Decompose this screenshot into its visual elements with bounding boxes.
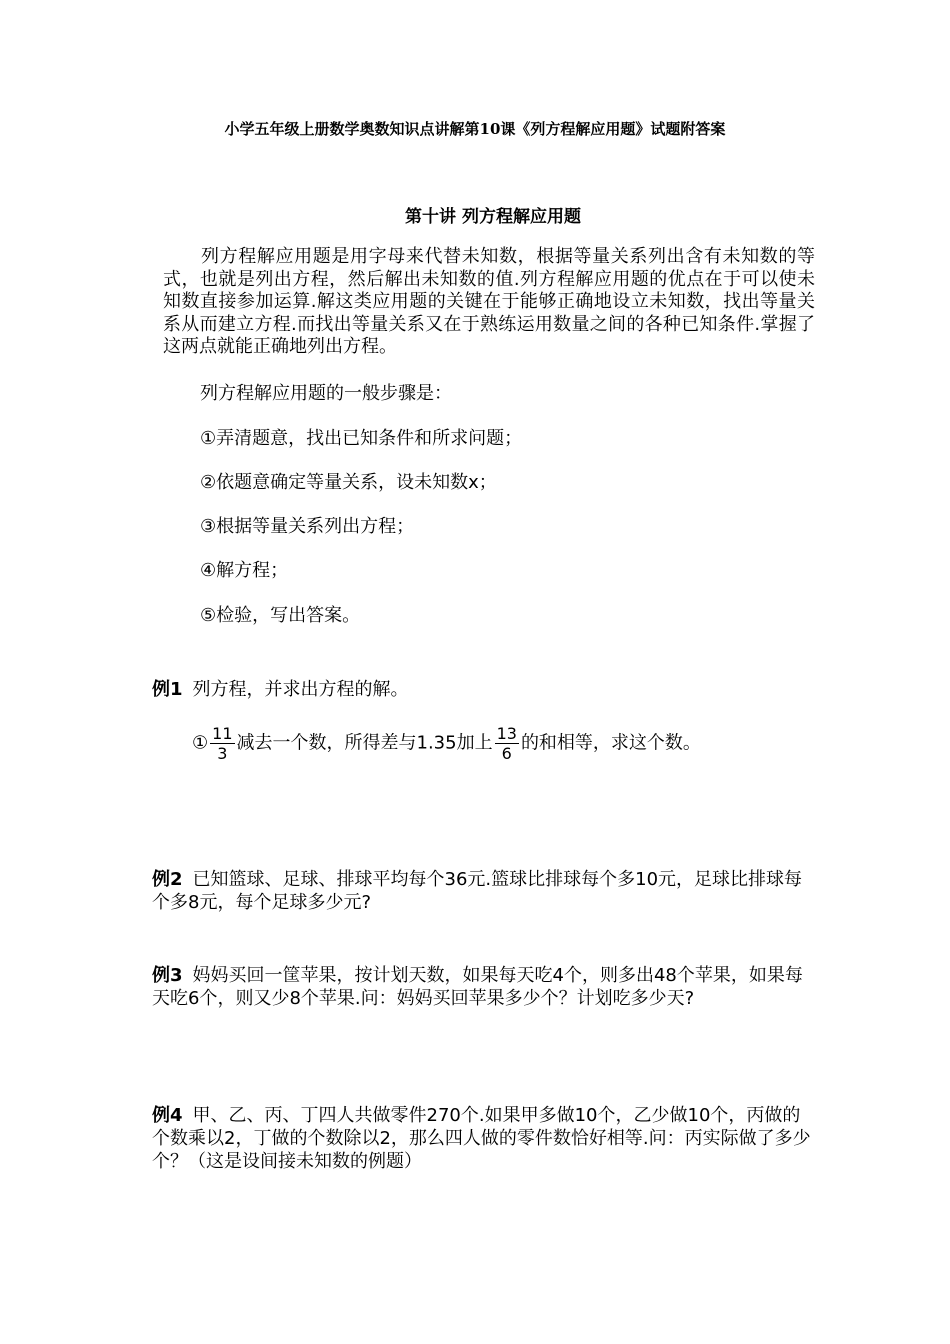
fraction <box>495 724 519 763</box>
example-text: 甲、乙、丙、丁四人共做零件270个.如果甲多做10个，乙少做10个，丙做的个数乘以2，丁做的个数除以2，那么四人做的零件数恰好相等.问：丙实际做了多少个？（这是设间接未知数的例题） <box>152 1105 811 1172</box>
example-text: 已知篮球、足球、排球平均每个36元.篮球比排球每个多10元，足球比排球每个多8元，每个足球多少元? <box>152 869 803 913</box>
fraction-numerator: 11 <box>212 724 233 743</box>
example-2 <box>152 868 812 914</box>
step-item: ④解方程； <box>200 560 289 581</box>
example-1 <box>152 678 812 701</box>
step-item: ⑤检验，写出答案。 <box>200 605 361 626</box>
example-label: 例1 <box>152 679 183 700</box>
steps-heading: 列方程解应用题的一般步骤是： <box>200 383 452 404</box>
subquestion-text: 的和相等，求这个数。 <box>520 732 701 754</box>
fraction-denominator: 3 <box>217 744 228 763</box>
example-label: 例3 <box>152 965 183 986</box>
intro-paragraph: 列方程解应用题是用字母来代替未知数，根据等量关系列出含有未知数的等式，也就是列出方程，然后解出未知数的值.列方程解应用题的优点在于可以使未知数直接参加运算.解这类应用题的关键在于能够正确地设立未知数，找出等量关系从而建立方程.而找出等量关系又在于熟练运用数量之间的各种已知条件.掌握了这两点就能正确地列出方程。 <box>163 246 815 357</box>
fraction <box>210 724 234 763</box>
example-4 <box>152 1104 812 1173</box>
subquestion-marker: ① <box>192 732 209 754</box>
example-text: 妈妈买回一筐苹果，按计划天数，如果每天吃4个，则多出48个苹果，如果每天吃6个，则又少8个苹果.问：妈妈买回苹果多少个？计划吃多少天? <box>152 965 803 1009</box>
lesson-title: 第十讲 列方程解应用题 <box>405 207 581 227</box>
subquestion-text: 减去一个数，所得差与1.35加上 <box>236 732 493 754</box>
step-item: ①弄清题意，找出已知条件和所求问题； <box>200 428 523 449</box>
document-title: 小学五年级上册数学奥数知识点讲解第10课《列方程解应用题》试题附答案 <box>224 120 726 138</box>
example-1-subquestion <box>192 724 701 763</box>
step-item: ②依题意确定等量关系，设未知数x； <box>200 472 497 493</box>
example-label: 例4 <box>152 1105 183 1126</box>
example-label: 例2 <box>152 869 183 890</box>
fraction-denominator: 6 <box>501 744 512 763</box>
example-3 <box>152 964 812 1010</box>
example-text: 列方程，并求出方程的解。 <box>192 679 409 700</box>
step-item: ③根据等量关系列出方程； <box>200 516 415 537</box>
fraction-numerator: 13 <box>496 724 517 743</box>
